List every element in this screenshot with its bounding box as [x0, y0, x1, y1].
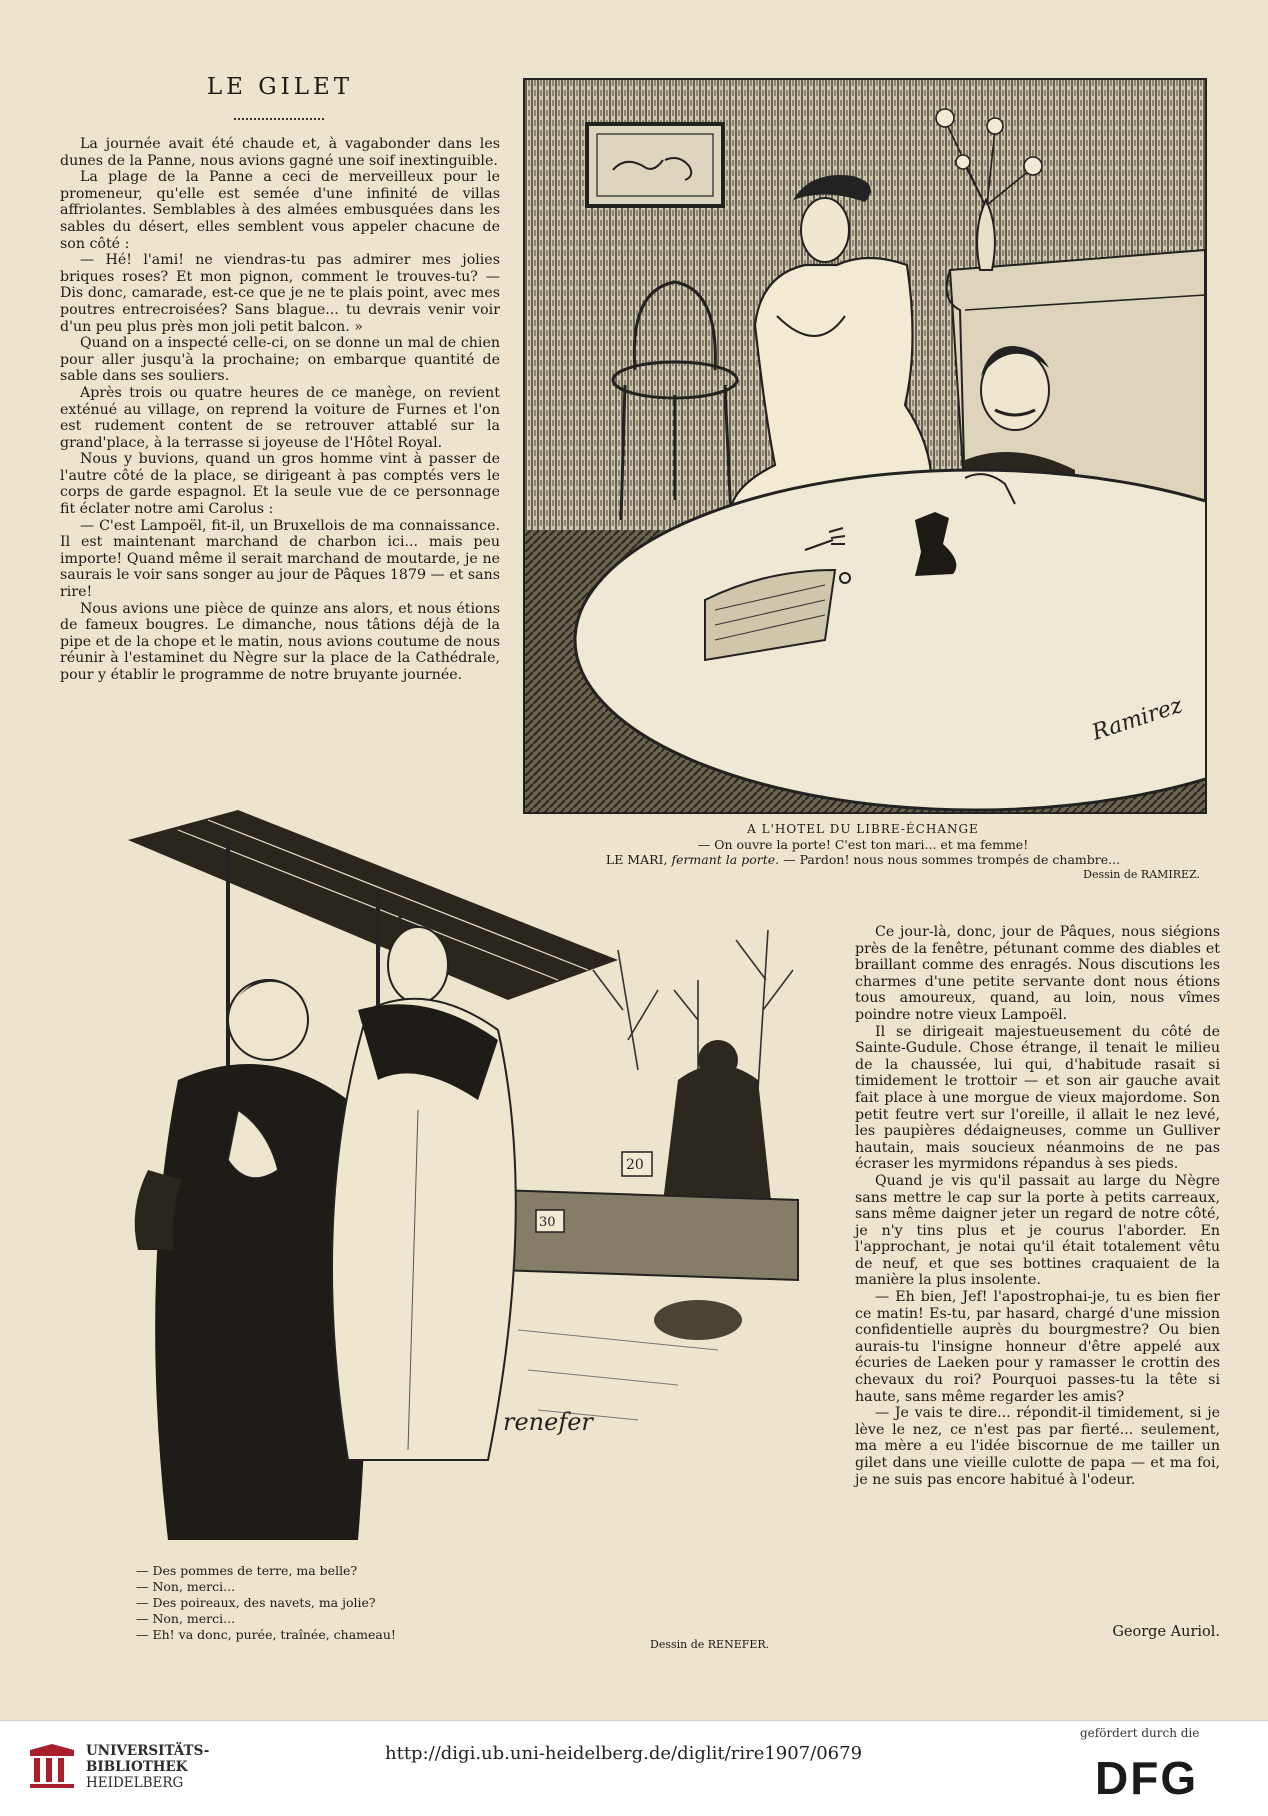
support-text: gefördert durch die	[1080, 1726, 1200, 1740]
dialogue-line: — Des pommes de terre, ma belle?	[136, 1563, 358, 1578]
caption-line: — On ouvre la porte! C'est ton mari... et ma femme!	[697, 837, 1029, 852]
dialogue-line: — Non, merci...	[136, 1611, 236, 1626]
illustration-signature: renefer	[503, 1408, 593, 1436]
price-tag: 30	[539, 1215, 556, 1230]
paragraph: La journée avait été chaude et, à vagabonder dans les dunes de la Panne, nous avions gagné une soif inextinguible.	[60, 136, 500, 169]
hotel-drawing	[525, 80, 1205, 812]
permalink[interactable]: http://digi.ub.uni-heidelberg.de/diglit/rire1907/0679	[385, 1743, 863, 1764]
illustration-signature: Ramirez	[1089, 693, 1186, 746]
dialogue-line: — Eh! va donc, purée, traînée, chameau!	[136, 1627, 396, 1642]
dfg-logo-icon	[1095, 1754, 1245, 1800]
caption-text: — Pardon! nous nous sommes trompés de chambre...	[783, 852, 1121, 867]
article-title: LE GILET	[206, 74, 354, 100]
paragraph: Nous avions une pièce de quinze ans alors, et nous étions de fameux bougres. Le dimanche, nous tâtions déjà de la pipe et de la chope et le matin, nous avions coutume de nous réunir à l'estaminet du Nègre sur la place de la Cathédrale, pour y établir le programme de notre bruyante journée.	[60, 600, 500, 683]
title-ornament	[234, 114, 324, 120]
market-credit: Dessin de RENEFER.	[650, 1638, 770, 1651]
article-author: George Auriol.	[1112, 1624, 1220, 1640]
hotel-credit: Dessin de RAMIREZ.	[1083, 868, 1200, 881]
article-left-column	[60, 136, 500, 684]
paragraph: — Je vais te dire... répondit-il timidement, si je lève le nez, ce n'est pas par fierté... seulement, ma mère a eu l'idée biscornue de me tailler un gilet dans une vieille culotte de papa — et ma foi, je ne suis pas encore habitué à l'odeur.	[855, 1405, 1220, 1488]
paragraph: — Eh bien, Jef! l'apostrophai-je, tu es bien fier ce matin! Es-tu, par hasard, chargé d'une mission confidentielle auprès du bourgmestre? Ou bien aurais-tu l'insigne honneur d'être appelé aux écuries de Laeken pour y ramasser le crottin des chevaux du roi? Pourquoi passes-tu la tête si haute, sans même regarder les amis?	[855, 1289, 1220, 1405]
market-illustration	[118, 810, 835, 1560]
hotel-illustration	[523, 78, 1207, 814]
university-library-logo-icon	[26, 1742, 78, 1790]
paragraph: Après trois ou quatre heures de ce manège, on revient exténué au village, on reprend la voiture de Furnes et l'on est rudement content de se retrouver attablé sur la grand'place, à la terrasse si joyeuse de l'Hôtel Royal.	[60, 384, 500, 451]
library-name-line: BIBLIOTHEK	[86, 1759, 188, 1775]
market-dialogue	[136, 1563, 496, 1643]
paragraph: Nous y buvions, quand un gros homme vint à passer de l'autre côté de la place, se dirigeant à pas comptés vers le corps de garde espagnol. Et la seule vue de ce personnage fit éclater notre ami Carolus :	[60, 451, 500, 518]
dialogue-line: — Non, merci...	[136, 1579, 236, 1594]
price-tag: 20	[626, 1157, 644, 1173]
paragraph: Il se dirigeait majestueusement du côté de Sainte-Gudule. Chose étrange, il tenait le milieu de la chaussée, lui qui, d'habitude rasait si timidement le trottoir — et son air gauche avait fait place à une morgue de vieux majordome. Son petit feutre vert sur l'oreille, il allait le nez levé, les paupières dédaigneuses, comme un Gulliver hautain, mais soucieux néanmoins de ne pas écraser les myrmidons répandus à ses pieds.	[855, 1023, 1220, 1173]
paragraph: Quand on a inspecté celle-ci, on se donne un mal de chien pour aller jusqu'à la prochaine; on embarque quantité de sable dans ses souliers.	[60, 335, 500, 385]
article-right-column	[855, 924, 1220, 1488]
dialogue-line: — Des poireaux, des navets, ma jolie?	[136, 1595, 376, 1610]
library-name-line: HEIDELBERG	[86, 1775, 184, 1791]
caption-action: fermant la porte.	[671, 852, 780, 867]
paragraph: Quand je vis qu'il passait au large du Nègre sans mettre le cap sur la porte à petits carreaux, sans même daigner jeter un regard de notre côté, je n'y tins plus et je courus l'aborder. En l'approchant, je notai qu'il était totalement vêtu de neuf, et que ses bottines craquaient de la manière la plus insolente.	[855, 1172, 1220, 1289]
paragraph: Ce jour-là, donc, jour de Pâques, nous siégions près de la fenêtre, pétunant comme des diables et braillant comme des enragés. Nous discutions les charmes d'une petite servante dont nous étions tous amoureux, quand, au loin, nous vîmes poindre notre vieux Lampoël.	[855, 924, 1220, 1023]
market-drawing	[118, 810, 835, 1560]
paragraph: — C'est Lampoël, fit-il, un Bruxellois de ma connaissance. Il est maintenant marchand de charbon ici... mais peu importe! Quand même il serait marchand de moutarde, je ne saurais le voir sans songer au jour de Pâques 1879 — et sans rire!	[60, 517, 500, 601]
library-name-line: UNIVERSITÄTS-	[86, 1743, 210, 1759]
paragraph: — Hé! l'ami! ne viendras-tu pas admirer mes jolies briques roses? Et mon pignon, comment le trouves-tu? — Dis donc, camarade, est-ce que je ne te plais point, avec mes poutres entrecroisées? Sans blague... tu devrais venir voir d'un peu plus près mon joli petit balcon. »	[60, 252, 500, 335]
library-name	[86, 1743, 209, 1791]
caption-title: A L'HOTEL DU LIBRE-ÉCHANGE	[747, 822, 979, 836]
paragraph: La plage de la Panne a ceci de merveilleux pour le promeneur, qu'elle est semée d'une infinité de villas affriolantes. Semblables à des almées embusquées dans les sables du désert, elles semblent vous appeler chacune de son côté :	[60, 169, 500, 252]
caption-speaker: LE MARI,	[605, 852, 668, 867]
dfg-logo-text: DFG	[1095, 1754, 1199, 1800]
